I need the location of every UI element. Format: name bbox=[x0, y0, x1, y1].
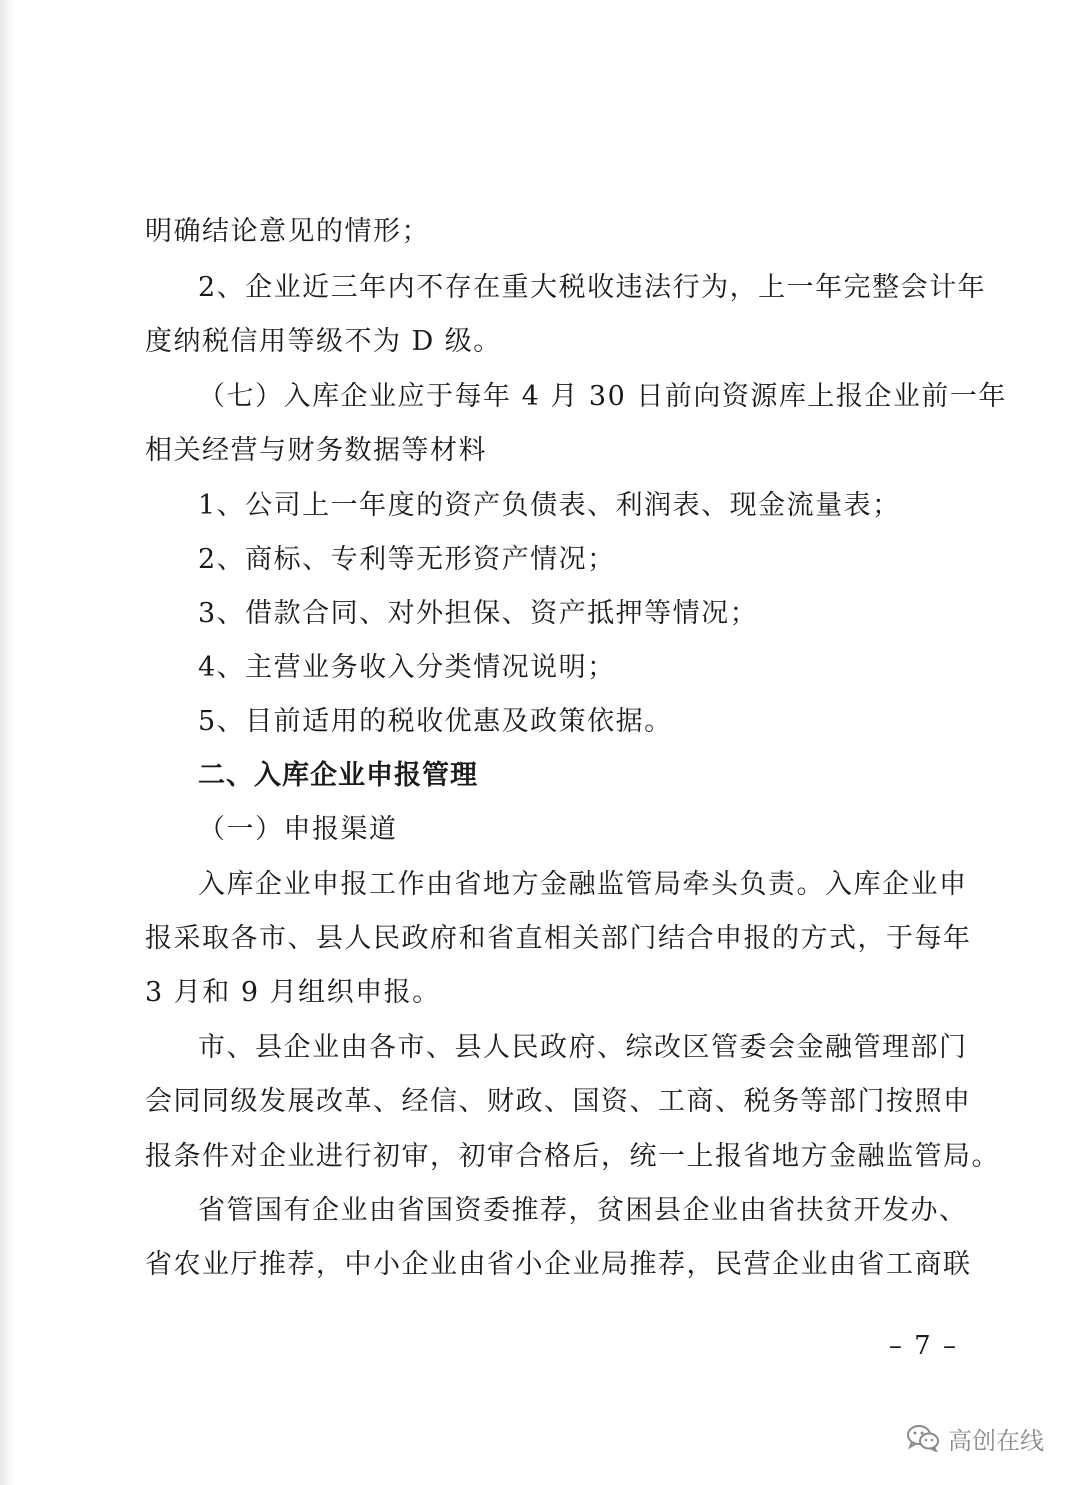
paragraph-line: 报条件对企业进行初审，初审合格后，统一上报省地方金融监管局。 bbox=[145, 1141, 1000, 1172]
text-line-item-2: 2、企业近三年内不存在重大税收违法行为，上一年完整会计年 bbox=[198, 272, 987, 303]
list-item-1: 1、公司上一年度的资产负债表、利润表、现金流量表； bbox=[198, 490, 901, 521]
paragraph-line: 会同同级发展改革、经信、财政、国资、工商、税务等部门按照申 bbox=[145, 1086, 972, 1117]
list-item-3: 3、借款合同、对外担保、资产抵押等情况； bbox=[198, 598, 759, 629]
page-number: – 7 – bbox=[888, 1331, 958, 1361]
paragraph-line: 3 月和 9 月组织申报。 bbox=[145, 977, 441, 1008]
paragraph-line: 市、县企业由各市、县人民政府、综改区管委会金融管理部门 bbox=[198, 1032, 968, 1063]
subsection-heading: （一）申报渠道 bbox=[198, 814, 398, 845]
paragraph-line: 省农业厅推荐，中小企业由省小企业局推荐，民营企业由省工商联 bbox=[145, 1249, 972, 1280]
text-line-continuation: 明确结论意见的情形； bbox=[145, 216, 430, 247]
scan-edge bbox=[0, 0, 14, 1485]
list-item-2: 2、商标、专利等无形资产情况； bbox=[198, 544, 616, 575]
text-line: 度纳税信用等级不为 D 级。 bbox=[145, 326, 502, 357]
list-item-5: 5、目前适用的税收优惠及政策依据。 bbox=[198, 706, 673, 737]
watermark-text: 高创在线 bbox=[948, 1426, 1044, 1455]
text-line: 相关经营与财务数据等材料 bbox=[145, 435, 487, 466]
paragraph-line: 入库企业申报工作由省地方金融监管局牵头负责。入库企业申 bbox=[198, 869, 968, 900]
paragraph-line: 省管国有企业由省国资委推荐，贫困县企业由省扶贫开发办、 bbox=[198, 1195, 968, 1226]
paragraph-line: 报采取各市、县人民政府和省直相关部门结合申报的方式，于每年 bbox=[145, 923, 972, 954]
wechat-icon bbox=[906, 1424, 940, 1452]
section-heading: 二、入库企业申报管理 bbox=[198, 760, 478, 791]
text-line-section-7: （七）入库企业应于每年 4 月 30 日前向资源库上报企业前一年 bbox=[198, 381, 1007, 412]
watermark bbox=[906, 1418, 1044, 1458]
list-item-4: 4、主营业务收入分类情况说明； bbox=[198, 652, 616, 683]
